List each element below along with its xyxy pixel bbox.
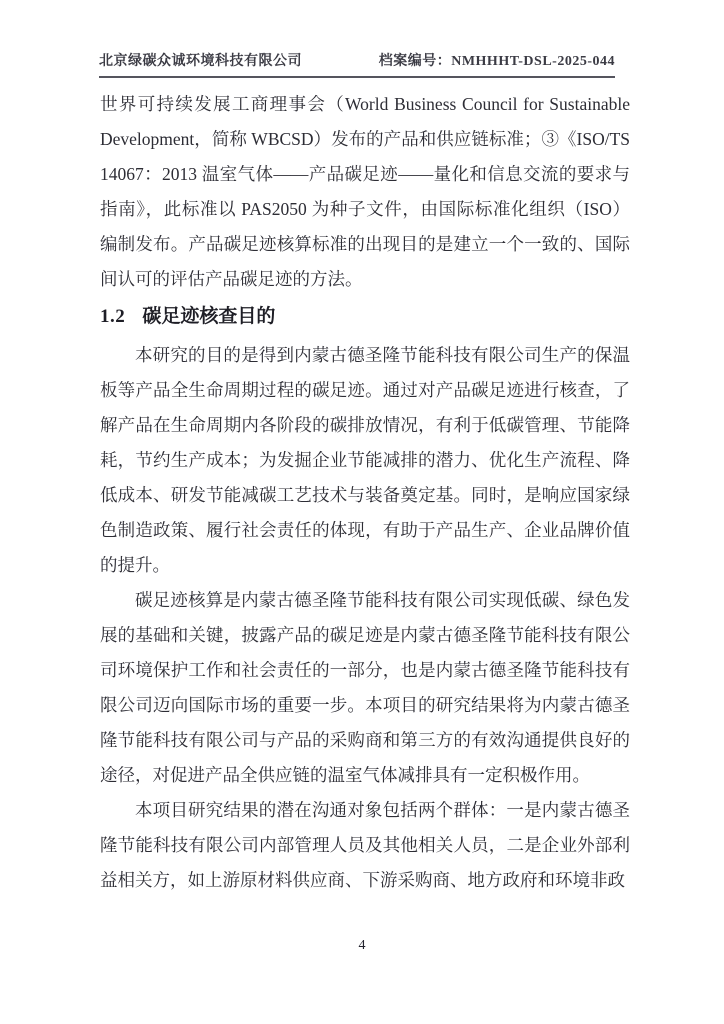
document-body <box>100 87 630 898</box>
section-paragraph-2: 碳足迹核算是内蒙古德圣隆节能科技有限公司实现低碳、绿色发展的基础和关键，披露产品的碳足迹是内蒙古德圣隆节能科技有限公司环境保护工作和社会责任的一部分，也是内蒙古德圣隆节能科技有限公司迈向国际市场的重要一步。本项目的研究结果将为内蒙古德圣隆节能科技有限公司与产品的采购商和第三方的有效沟通提供良好的途径，对促进产品全供应链的温室气体减排具有一定积极作用。 <box>100 590 630 785</box>
section-heading <box>100 299 630 334</box>
archive-label: 档案编号： <box>378 54 452 69</box>
section-paragraph-3: 本项目研究结果的潜在沟通对象包括两个群体：一是内蒙古德圣隆节能科技有限公司内部管理人员及其他相关人员，二是企业外部利益相关方，如上游原材料供应商、下游采购商、地方政府和环境非政 <box>100 800 630 890</box>
archive-value: NMHHHT-DSL-2025-044 <box>451 54 615 69</box>
page-footer <box>0 938 724 954</box>
header-archive-number <box>379 50 615 70</box>
intro-paragraph: 世界可持续发展工商理事会（World Business Council for Sustainable Development，简称 WBCSD）发布的产品和供应链标准；③《ISO/TS 14067：2013 温室气体——产品碳足迹——量化和信息交流的要求与指南》，此标准以 PAS2050 为种子文件，由国际标准化组织（ISO）编制发布。产品碳足迹核算标准的出现目的是建立一个一致的、国际间认可的评估产品碳足迹的方法。 <box>100 94 630 289</box>
section-number: 1.2 <box>100 306 126 327</box>
section-title: 碳足迹核查目的 <box>142 306 276 327</box>
header-company-name: 北京绿碳众诚环境科技有限公司 <box>99 54 302 69</box>
page-number: 4 <box>358 938 366 953</box>
section-paragraph-1: 本研究的目的是得到内蒙古德圣隆节能科技有限公司生产的保温板等产品全生命周期过程的碳足迹。通过对产品碳足迹进行核查，了解产品在生命周期内各阶段的碳排放情况，有利于低碳管理、节能降耗，节约生产成本；为发掘企业节能减排的潜力、优化生产流程、降低成本、研发节能减碳工艺技术与装备奠定基。同时，是响应国家绿色制造政策、履行社会责任的体现，有助于产品生产、企业品牌价值的提升。 <box>100 345 630 575</box>
page-header <box>99 50 615 78</box>
